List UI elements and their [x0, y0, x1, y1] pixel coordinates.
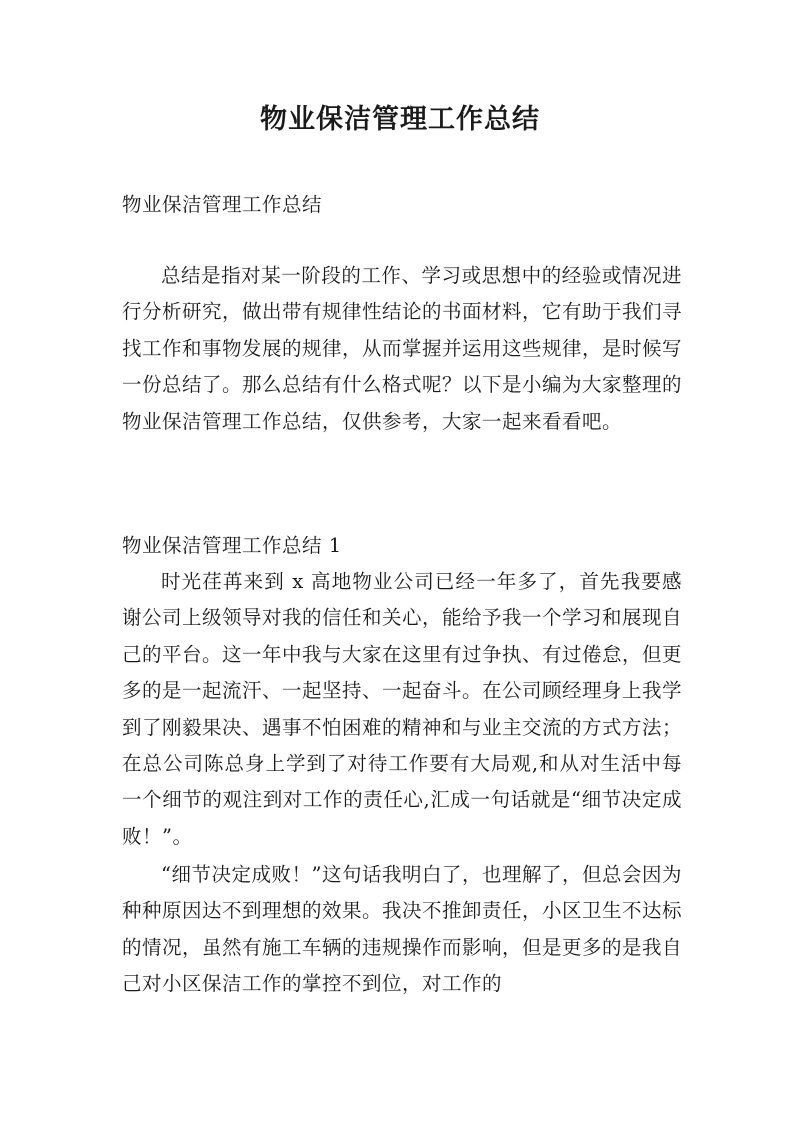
- document-title: 物业保洁管理工作总结: [260, 104, 540, 135]
- body-paragraph-2: “细节决定成败！”这句话我明白了，也理解了，但总会因为种种原因达不到理想的效果。我决不推卸责任，小区卫生不达标的情况，虽然有施工车辆的违规操作而影响，但是更多的是我自己对小区保洁工作的掌控不到位，对工作的: [122, 863, 683, 996]
- section-heading: 物业保洁管理工作总结 1: [122, 534, 342, 557]
- document-subtitle: 物业保洁管理工作总结: [122, 193, 323, 216]
- body-paragraph-1: 时光荏苒来到 x 高地物业公司已经一年多了，首先我要感谢公司上级领导对我的信任和关心，能给予我一个学习和展现自己的平台。这一年中我与大家在这里有过争执、有过倦怠，但更多的是一起流汗、一起坚持、一起奋斗。在公司顾经理身上我学到了刚毅果决、遇事不怕困难的精神和与业主交流的方式方法；在总公司陈总身上学到了对待工作要有大局观,和从对生活中每一个细节的观注到对工作的责任心,汇成一句话就是“细节决定成败！”。: [122, 570, 683, 848]
- intro-paragraph: 总结是指对某一阶段的工作、学习或思想中的经验或情况进行分析研究，做出带有规律性结论的书面材料，它有助于我们寻找工作和事物发展的规律，从而掌握并运用这些规律，是时候写一份总结了。那么总结有什么格式呢？以下是小编为大家整理的物业保洁管理工作总结，仅供参考，大家一起来看看吧。: [122, 264, 683, 433]
